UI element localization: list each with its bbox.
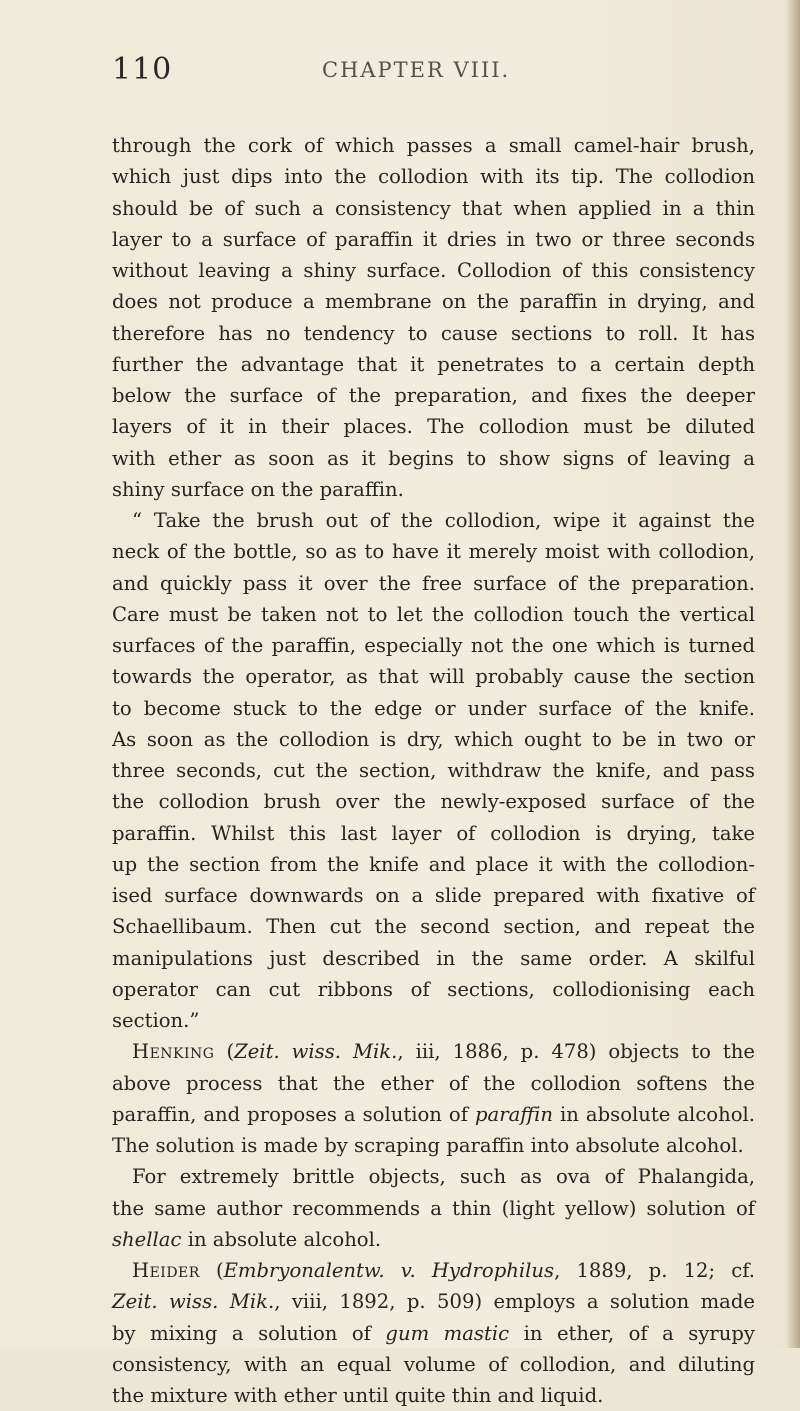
text-segment: ised surface downwards on a slide prepared with fixative of <box>112 884 755 907</box>
text-segment: shiny surface on the paraffin. <box>112 477 404 501</box>
text-line <box>112 911 755 942</box>
text-line <box>112 474 755 505</box>
text-segment: layer to a surface of paraffin it dries in two or three seconds <box>112 227 755 251</box>
text-line <box>112 1130 755 1161</box>
text-segment: surfaces of the paraffin, especially not the one which is turned <box>112 634 755 657</box>
text-segment: The solution is made by scraping paraffin into absolute alcohol. <box>112 1134 744 1157</box>
text-segment: ( <box>199 1259 224 1282</box>
text-line <box>112 1193 755 1224</box>
text-segment: should be of such a consistency that when applied in a thin <box>112 196 755 220</box>
text-segment: manipulations just described in the same order. A skilful <box>112 946 755 970</box>
body-text <box>112 130 755 1411</box>
text-segment: For extremely brittle objects, such as ova of Phalangida, <box>132 1165 755 1189</box>
text-line <box>112 380 755 411</box>
italic-text: Embryonalentw. v. Hydrophilus <box>223 1259 555 1282</box>
text-line <box>112 161 755 192</box>
text-segment: and quickly pass it over the free surface of the preparation. <box>112 571 755 595</box>
text-line <box>112 1349 755 1380</box>
running-head: CHAPTER VIII. <box>322 58 511 82</box>
text-line <box>112 1005 755 1036</box>
text-segment: does not produce a membrane on the paraffin in drying, and <box>112 290 755 314</box>
text-line <box>112 1224 755 1255</box>
text-segment: operator can cut ribbons of sections, collodionising each <box>112 977 755 1001</box>
text-segment: , iii, 1886, p. 478) objects to the <box>397 1040 756 1064</box>
text-line <box>112 1318 755 1349</box>
italic-text: shellac <box>112 1227 182 1251</box>
italic-text: Zeit. wiss. Mik. <box>112 1290 275 1314</box>
page-number: 110 <box>112 52 173 87</box>
text-segment: “ Take the brush out of the collodion, wipe it against the <box>132 509 755 532</box>
text-line <box>112 1036 755 1067</box>
text-segment: consistency, with an equal volume of collodion, and diluting <box>112 1352 755 1376</box>
text-segment: , 1889, p. 12; cf. <box>554 1259 755 1282</box>
text-segment: three seconds, cut the section, withdraw the knife, and pass <box>112 759 755 782</box>
author-name: Heider <box>132 1259 200 1282</box>
italic-text: gum mastic <box>385 1321 510 1345</box>
page-edge-shadow <box>786 0 800 1348</box>
text-segment: through the cork of which passes a small camel-hair brush, <box>112 134 755 157</box>
text-line <box>112 693 755 724</box>
text-segment: in absolute alcohol. <box>553 1102 756 1126</box>
text-line <box>112 411 755 442</box>
text-line <box>112 255 755 286</box>
text-line <box>112 536 755 567</box>
text-segment: below the surface of the preparation, and fixes the deeper <box>112 384 755 407</box>
text-line <box>112 1255 755 1286</box>
text-segment: As soon as the collodion is dry, which ought to be in two or <box>112 727 755 751</box>
text-line <box>112 974 755 1005</box>
italic-text: paraffin <box>474 1102 554 1126</box>
text-segment: without leaving a shiny surface. Collodion of this consistency <box>112 259 755 282</box>
text-line <box>112 724 755 755</box>
text-segment: layers of it in their places. The collodion must be diluted <box>112 415 755 439</box>
text-line <box>112 443 755 474</box>
text-line <box>112 818 755 849</box>
text-segment: Care must be taken not to let the collodion touch the vertical <box>112 602 755 626</box>
text-segment: ( <box>214 1040 235 1064</box>
text-segment: above process that the ether of the collodion softens the <box>112 1071 755 1095</box>
text-line <box>112 1068 755 1099</box>
text-segment: the collodion brush over the newly-exposed surface of the <box>112 790 755 814</box>
text-segment: by mixing a solution of <box>112 1321 386 1345</box>
text-line <box>112 599 755 630</box>
text-line <box>112 661 755 692</box>
text-line <box>112 193 755 224</box>
text-line <box>112 630 755 661</box>
text-segment: in absolute alcohol. <box>181 1227 382 1251</box>
text-segment: which just dips into the collodion with its tip. The collodion <box>112 165 755 189</box>
text-line <box>112 349 755 380</box>
text-segment: paraffin, and proposes a solution of <box>112 1102 475 1126</box>
text-line <box>112 1099 755 1130</box>
text-line <box>112 755 755 786</box>
text-line <box>112 286 755 317</box>
text-segment: up the section from the knife and place it with the collodion- <box>112 852 755 876</box>
text-segment: towards the operator, as that will probably cause the section <box>112 665 755 689</box>
text-segment: neck of the bottle, so as to have it merely moist with collodion, <box>112 540 755 564</box>
text-line <box>112 130 755 161</box>
text-line <box>112 505 755 536</box>
text-segment: further the advantage that it penetrates to a certain depth <box>112 352 755 376</box>
page-header <box>112 52 732 92</box>
text-line <box>112 568 755 599</box>
text-line <box>112 786 755 817</box>
text-segment: with ether as soon as it begins to show signs of leaving a <box>112 446 755 470</box>
text-segment: to become stuck to the edge or under surface of the knife. <box>112 696 755 720</box>
italic-text: Zeit. wiss. Mik. <box>234 1040 398 1064</box>
text-segment: Schaellibaum. Then cut the second section, and repeat the <box>112 915 755 939</box>
text-segment: , viii, 1892, p. 509) employs a solution made <box>274 1290 756 1314</box>
text-line <box>112 318 755 349</box>
author-name: Henking <box>132 1040 215 1064</box>
text-segment: in ether, of a syrupy <box>509 1321 756 1345</box>
text-line <box>112 224 755 255</box>
text-segment: the mixture with ether until quite thin and liquid. <box>112 1384 604 1407</box>
text-line <box>112 1380 755 1411</box>
text-line <box>112 1286 755 1317</box>
text-segment: therefore has no tendency to cause sections to roll. It has <box>112 321 755 345</box>
text-line <box>112 943 755 974</box>
text-segment: the same author recommends a thin (light yellow) solution of <box>112 1196 755 1220</box>
text-segment: paraffin. Whilst this last layer of collodion is drying, take <box>112 821 755 845</box>
text-line <box>112 849 755 880</box>
text-line <box>112 880 755 911</box>
text-line <box>112 1161 755 1192</box>
text-segment: section.” <box>112 1009 200 1032</box>
